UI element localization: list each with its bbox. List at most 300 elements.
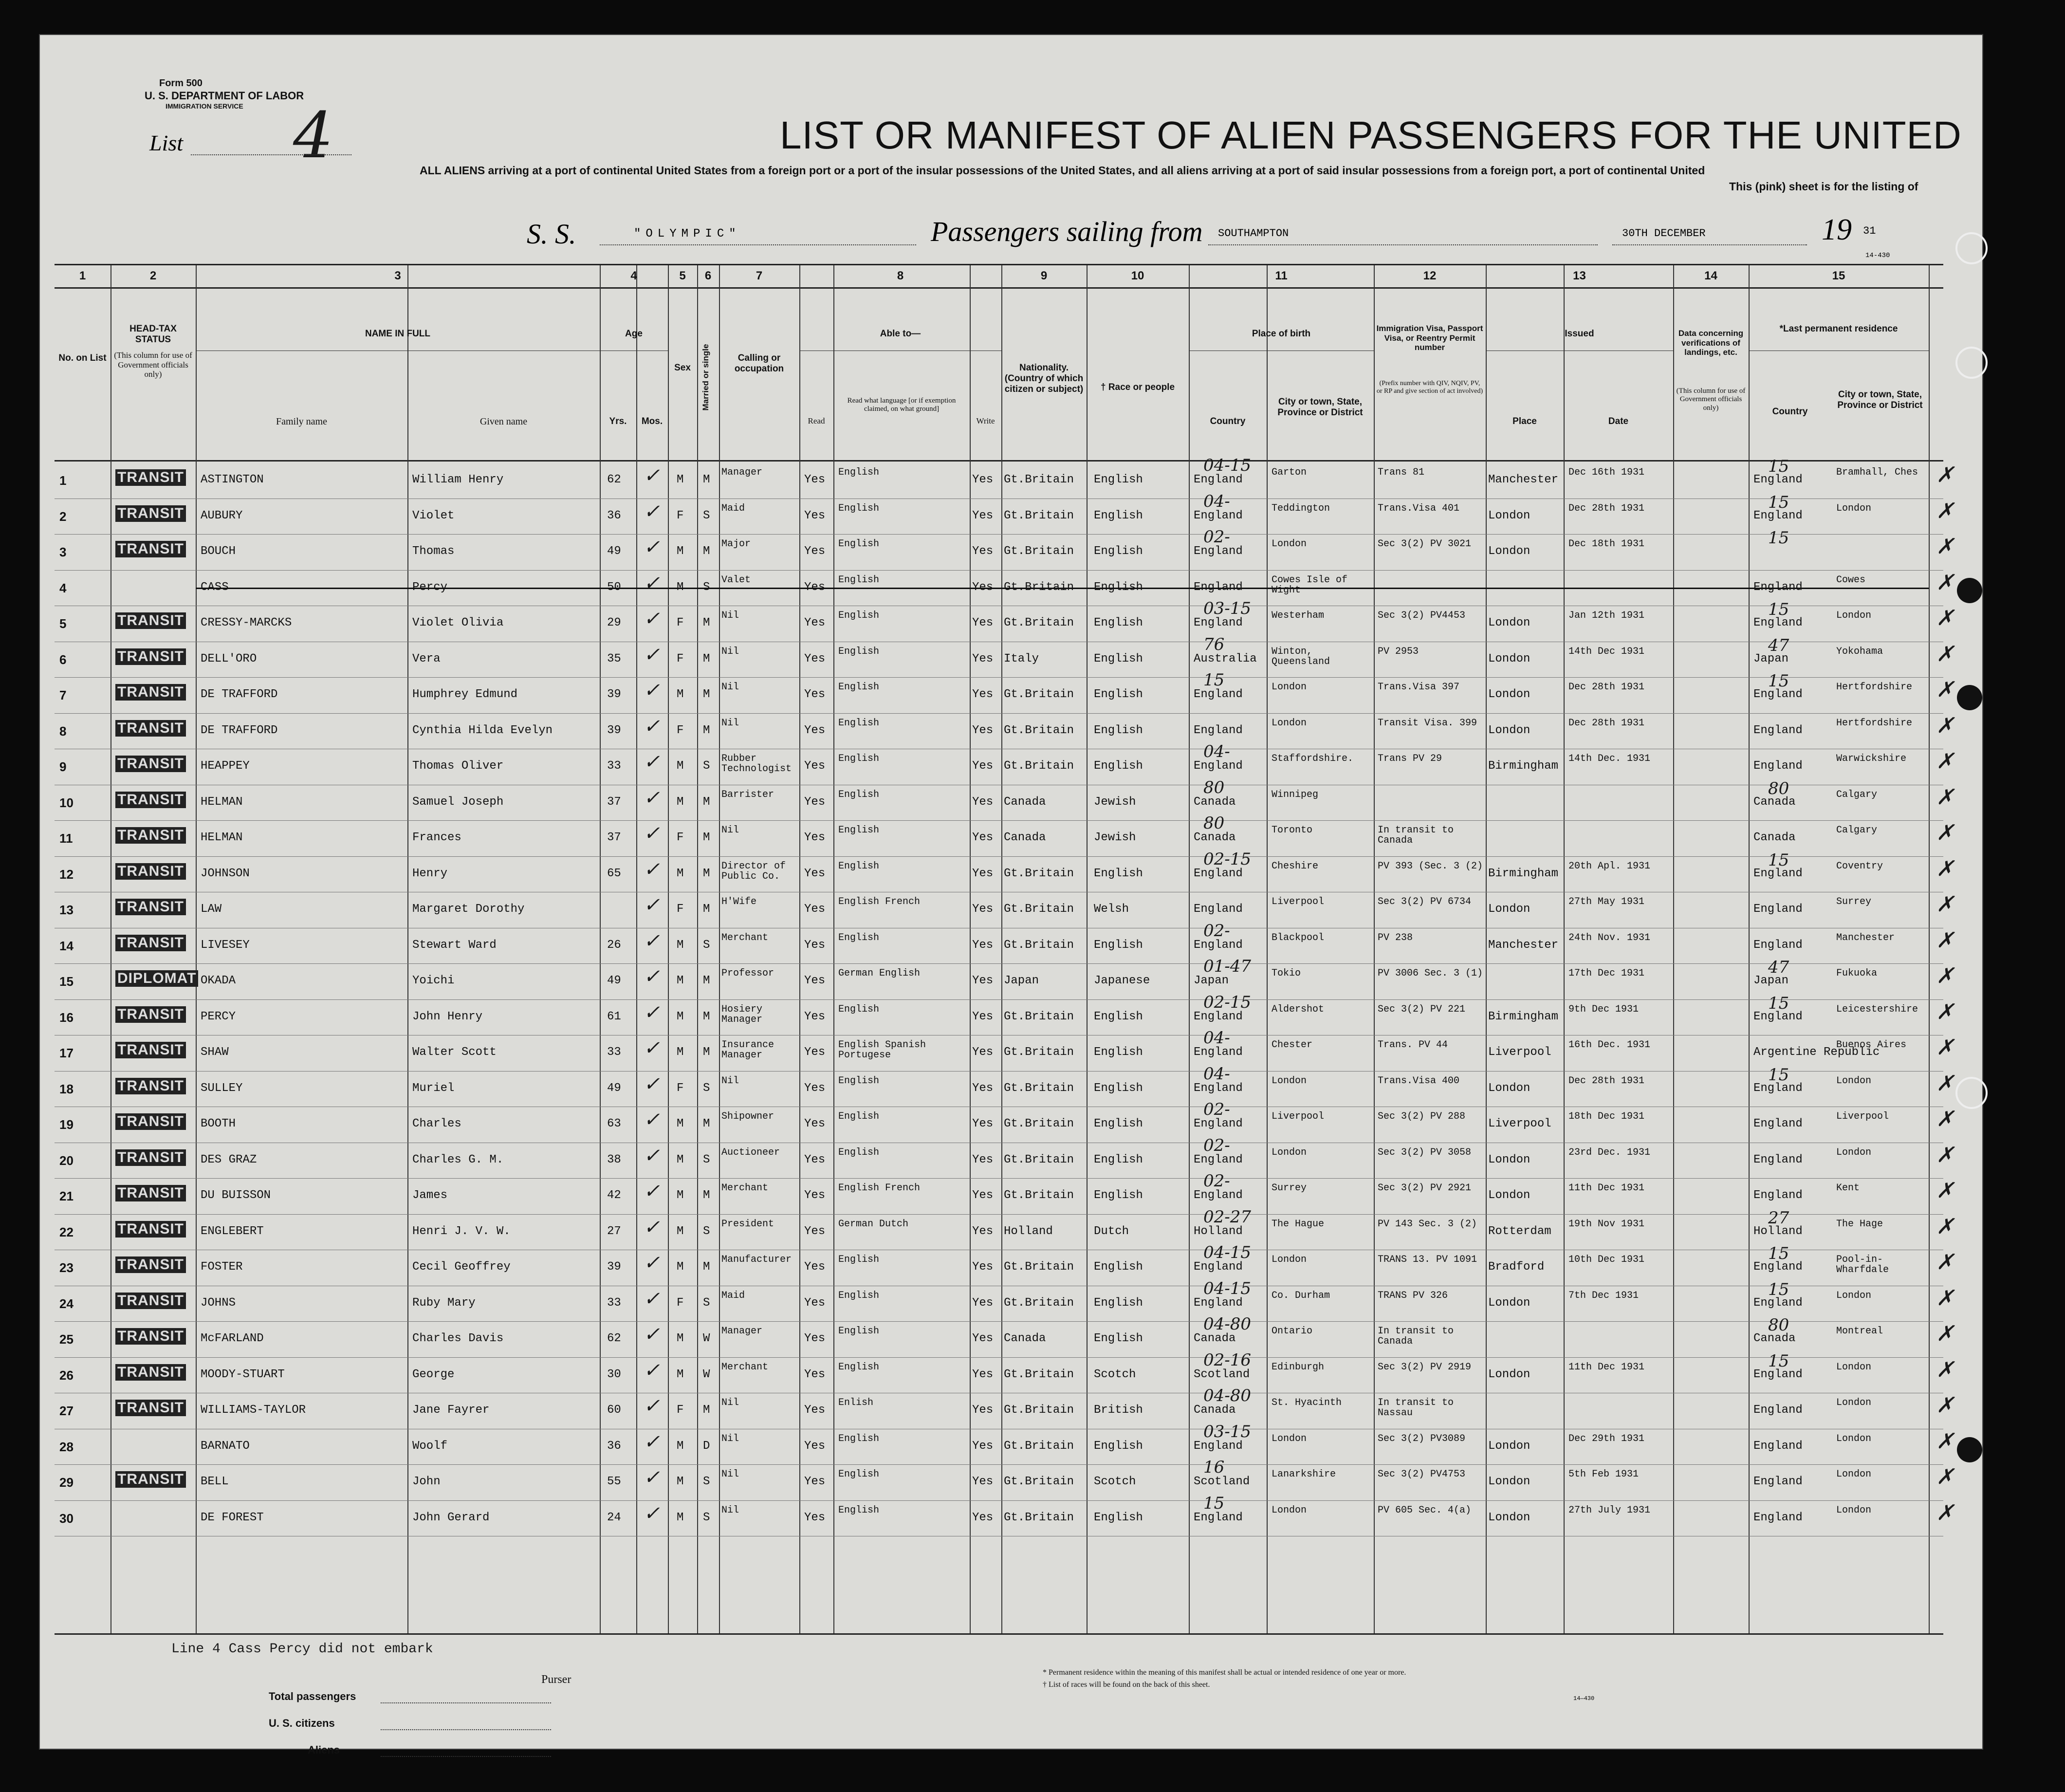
sex: M xyxy=(677,1010,684,1023)
row-number: 27 xyxy=(59,1404,74,1418)
age-years: 24 xyxy=(607,1511,621,1524)
cross-mark-icon: ✗ xyxy=(1936,856,1954,881)
birth-city: The Hague xyxy=(1272,1218,1325,1230)
cross-mark-icon: ✗ xyxy=(1936,1178,1954,1203)
cross-mark-icon: ✗ xyxy=(1936,1428,1954,1454)
footnote-races: † List of races will be found on the back of this sheet. xyxy=(1043,1681,1210,1689)
language: English xyxy=(838,1290,880,1301)
cross-mark-icon: ✗ xyxy=(1936,1500,1954,1525)
race: English xyxy=(1094,759,1143,773)
row-number: 8 xyxy=(59,723,67,739)
birth-country: England xyxy=(1194,1439,1243,1453)
table-bottom-rule xyxy=(55,1633,1943,1635)
check-mark-icon: ✓ xyxy=(644,1216,660,1238)
check-mark-icon: ✓ xyxy=(644,715,660,738)
cross-mark-icon: ✗ xyxy=(1936,1142,1954,1167)
birth-country: England xyxy=(1194,1260,1243,1274)
can-read: Yes xyxy=(804,688,826,701)
language: English xyxy=(838,610,880,621)
check-mark-icon: ✓ xyxy=(644,751,660,773)
can-read: Yes xyxy=(804,580,826,594)
residence-country: England xyxy=(1753,1367,1803,1381)
issued-place: Manchester xyxy=(1488,938,1559,952)
table-row xyxy=(55,1100,1954,1142)
cross-mark-icon: ✗ xyxy=(1936,1285,1954,1311)
language: English xyxy=(838,860,880,872)
nationality: Gt.Britain xyxy=(1004,1153,1074,1166)
language: English xyxy=(838,682,880,693)
occupation: Valet xyxy=(721,574,751,586)
age-years: 38 xyxy=(607,1153,621,1166)
visa-number: In transit to Canada xyxy=(1378,825,1454,846)
family-name: BARNATO xyxy=(201,1439,250,1453)
given-name: Cecil Geoffrey xyxy=(412,1260,511,1274)
issued-place: London xyxy=(1488,688,1530,701)
age-years: 30 xyxy=(607,1367,621,1381)
birth-country: Scotland xyxy=(1194,1367,1250,1381)
birth-city: Winnipeg xyxy=(1272,789,1319,800)
nationality: Gt.Britain xyxy=(1004,723,1074,737)
birth-country: England xyxy=(1194,616,1243,629)
issued-place: Bradford xyxy=(1488,1260,1545,1274)
age-years: 39 xyxy=(607,723,621,737)
residence-country: England xyxy=(1753,1260,1803,1274)
residence-country: Canada xyxy=(1753,831,1796,844)
residence-city: Kent xyxy=(1836,1182,1860,1194)
residence-city: Montreal xyxy=(1836,1326,1883,1337)
header-res-city: City or town, State, Province or District xyxy=(1837,389,1923,410)
occupation: Nil xyxy=(721,1469,739,1480)
birth-country: England xyxy=(1194,1046,1243,1059)
language: English xyxy=(838,1146,880,1158)
table-row xyxy=(55,1422,1954,1464)
issued-place: London xyxy=(1488,1153,1530,1166)
sex: F xyxy=(677,1296,684,1310)
sex: M xyxy=(677,759,684,773)
check-mark-icon: ✓ xyxy=(644,1180,660,1202)
residence-city: Warwickshire xyxy=(1836,753,1907,764)
header-able-to: Able to— xyxy=(880,329,921,339)
can-read: Yes xyxy=(804,1367,826,1381)
can-write: Yes xyxy=(972,1332,994,1345)
residence-country: England xyxy=(1753,1081,1803,1095)
can-write: Yes xyxy=(972,688,994,701)
table-row xyxy=(55,1314,1954,1357)
table-row xyxy=(55,1458,1954,1500)
issued-place: London xyxy=(1488,1475,1530,1488)
row-number: 28 xyxy=(59,1439,74,1454)
marital-status: M xyxy=(703,652,710,665)
occupation: Major xyxy=(721,538,751,550)
occupation: Nil xyxy=(721,646,739,657)
can-read: Yes xyxy=(804,1117,826,1130)
issued-date: 9th Dec 1931 xyxy=(1568,1003,1639,1015)
residence-city: Fukuoka xyxy=(1836,968,1878,979)
can-write: Yes xyxy=(972,652,994,665)
check-mark-icon: ✓ xyxy=(644,679,660,702)
occupation: Barrister xyxy=(721,789,774,800)
row-number: 17 xyxy=(59,1046,74,1060)
family-name: HEAPPEY xyxy=(201,759,250,773)
can-write: Yes xyxy=(972,1117,994,1130)
issued-place: London xyxy=(1488,903,1530,916)
check-mark-icon: ✓ xyxy=(644,786,660,809)
issued-date: 23rd Dec. 1931 xyxy=(1568,1146,1651,1158)
table-row xyxy=(55,813,1954,856)
binder-hole-icon xyxy=(1957,578,1982,603)
sex: F xyxy=(677,1081,684,1095)
birth-country: Japan xyxy=(1194,974,1229,987)
cross-mark-icon: ✗ xyxy=(1936,570,1954,595)
cross-mark-icon: ✗ xyxy=(1936,784,1954,810)
nationality: Italy xyxy=(1004,652,1039,665)
head-tax-stamp: TRANSIT xyxy=(115,541,186,557)
table-row xyxy=(55,713,1954,749)
visa-number: Trans.Visa 397 xyxy=(1378,682,1460,693)
footer-form-code: 14—430 xyxy=(1573,1695,1595,1702)
issued-date: 14th Dec. 1931 xyxy=(1568,753,1651,764)
family-name: DE TRAFFORD xyxy=(201,723,278,737)
footer-dotted-3 xyxy=(381,1756,551,1757)
handwritten-code: 80 xyxy=(1203,777,1225,797)
residence-country: Japan xyxy=(1753,652,1789,665)
birth-country: England xyxy=(1194,1153,1243,1166)
table-row xyxy=(55,921,1954,963)
language: English Spanish Portugese xyxy=(838,1039,926,1061)
check-mark-icon: ✓ xyxy=(644,1323,660,1346)
nationality: Gt.Britain xyxy=(1004,509,1074,522)
birth-country: England xyxy=(1194,723,1243,737)
cross-mark-icon: ✗ xyxy=(1936,1464,1954,1489)
age-years: 49 xyxy=(607,1081,621,1095)
residence-city: Hertfordshire xyxy=(1836,717,1913,729)
issued-place: Birmingham xyxy=(1488,759,1559,773)
nationality: Gt.Britain xyxy=(1004,616,1074,629)
visa-number: Sec 3(2) PV 2921 xyxy=(1378,1182,1472,1194)
column-number: 12 xyxy=(1423,269,1437,282)
residence-city: London xyxy=(1836,1469,1872,1480)
issued-place: Liverpool xyxy=(1488,1117,1551,1130)
table-row xyxy=(55,1493,1954,1536)
residence-country: England xyxy=(1753,903,1803,916)
marital-status: M xyxy=(703,1010,710,1023)
nationality: Gt.Britain xyxy=(1004,545,1074,558)
birth-country: Canada xyxy=(1194,1332,1236,1345)
issued-date: 27th May 1931 xyxy=(1568,896,1645,907)
birth-city: Edinburgh xyxy=(1272,1361,1325,1373)
head-tax-stamp: TRANSIT xyxy=(115,720,186,737)
residence-city: London xyxy=(1836,610,1872,621)
header-place-of-birth: Place of birth xyxy=(1252,329,1311,339)
marital-status: W xyxy=(703,1367,710,1381)
can-read: Yes xyxy=(804,938,826,952)
cross-mark-icon: ✗ xyxy=(1936,1357,1954,1382)
table-row xyxy=(55,849,1954,892)
form-code: 14-430 xyxy=(1865,252,1890,259)
language: English xyxy=(838,574,880,586)
footnote-residence: * Permanent residence within the meaning of this manifest shall be actual or intended residence of one year or more. xyxy=(1043,1668,1406,1677)
given-name: Muriel xyxy=(412,1081,455,1095)
birth-city: London xyxy=(1272,682,1307,693)
check-mark-icon: ✓ xyxy=(644,1502,660,1525)
language: English xyxy=(838,467,880,478)
table-row xyxy=(55,1135,1954,1178)
issued-place: London xyxy=(1488,1511,1530,1524)
marital-status: M xyxy=(703,867,710,880)
birth-city: Co. Durham xyxy=(1272,1290,1330,1301)
check-mark-icon: ✓ xyxy=(644,1108,660,1131)
residence-country: England xyxy=(1753,580,1803,594)
given-name: Cynthia Hilda Evelyn xyxy=(412,723,553,737)
residence-city: Calgary xyxy=(1836,789,1878,800)
header-read: Read xyxy=(808,416,825,425)
nationality: Gt.Britain xyxy=(1004,903,1074,916)
marital-status: M xyxy=(703,616,710,629)
birth-country: England xyxy=(1194,1117,1243,1130)
check-mark-icon: ✓ xyxy=(644,858,660,881)
can-write: Yes xyxy=(972,1511,994,1524)
occupation: Maid xyxy=(721,1290,745,1301)
can-read: Yes xyxy=(804,1010,826,1023)
age-years: 37 xyxy=(607,831,621,844)
language: English xyxy=(838,1433,880,1444)
nationality: Gt.Britain xyxy=(1004,1475,1074,1488)
can-read: Yes xyxy=(804,1153,826,1166)
nationality: Gt.Britain xyxy=(1004,1010,1074,1023)
visa-number: Trans.Visa 401 xyxy=(1378,502,1460,514)
birth-country: England xyxy=(1194,903,1243,916)
row-number: 15 xyxy=(59,974,74,989)
departure-port: SOUTHAMPTON xyxy=(1218,227,1289,240)
residence-city: Hertfordshire xyxy=(1836,682,1913,693)
residence-country: Canada xyxy=(1753,795,1796,809)
table-row xyxy=(55,1064,1954,1107)
race: English xyxy=(1094,1260,1143,1274)
sex: M xyxy=(677,1046,684,1059)
handwritten-res-code: 47 xyxy=(1768,635,1789,655)
issued-date: 18th Dec 1931 xyxy=(1568,1111,1645,1122)
can-read: Yes xyxy=(804,1475,826,1488)
age-years: 65 xyxy=(607,867,621,880)
year-suffix: 31 xyxy=(1863,225,1876,237)
age-years: 42 xyxy=(607,1189,621,1202)
issued-date: 16th Dec. 1931 xyxy=(1568,1039,1651,1051)
cross-mark-icon: ✗ xyxy=(1936,534,1954,559)
nationality: Gt.Britain xyxy=(1004,1404,1074,1417)
sex: F xyxy=(677,652,684,665)
can-write: Yes xyxy=(972,974,994,987)
header-age: Age xyxy=(625,329,643,339)
marital-status: S xyxy=(703,1296,710,1310)
table-row xyxy=(55,777,1954,820)
handwritten-code: 02- xyxy=(1203,527,1230,547)
handwritten-code: 02-15 xyxy=(1203,992,1252,1012)
birth-city: Lanarkshire xyxy=(1272,1469,1336,1480)
sex: F xyxy=(677,616,684,629)
table-row xyxy=(55,1243,1954,1285)
sex: M xyxy=(677,1224,684,1238)
race: Jewish xyxy=(1094,831,1136,844)
family-name: LAW xyxy=(201,903,222,916)
head-tax-stamp: TRANSIT xyxy=(115,1364,186,1381)
cross-mark-icon: ✗ xyxy=(1936,606,1954,630)
row-number: 19 xyxy=(59,1117,74,1132)
head-tax-stamp: TRANSIT xyxy=(115,1042,186,1058)
given-name: Margaret Dorothy xyxy=(412,903,525,916)
birth-city: Winton, Queensland xyxy=(1272,646,1330,667)
row-number: 12 xyxy=(59,867,74,882)
residence-city: London xyxy=(1836,1290,1872,1301)
family-name: MOODY-STUART xyxy=(201,1367,285,1381)
given-name: Ruby Mary xyxy=(412,1296,476,1310)
can-read: Yes xyxy=(804,903,826,916)
given-name: Thomas xyxy=(412,545,455,558)
binder-hole-icon xyxy=(1955,232,1988,264)
visa-number: Sec 3(2) PV 221 xyxy=(1378,1003,1466,1015)
handwritten-code: 04-15 xyxy=(1203,456,1252,475)
language: German Dutch xyxy=(838,1218,909,1230)
check-mark-icon: ✓ xyxy=(644,608,660,630)
header-issued: Issued xyxy=(1565,329,1594,339)
can-read: Yes xyxy=(804,831,826,844)
nationality: Gt.Britain xyxy=(1004,1081,1074,1095)
occupation: Nil xyxy=(721,610,739,621)
occupation: Nil xyxy=(721,825,739,836)
nationality: Gt.Britain xyxy=(1004,1260,1074,1274)
row-number: 2 xyxy=(59,509,67,524)
can-read: Yes xyxy=(804,1332,826,1345)
sex: F xyxy=(677,723,684,737)
issued-place: Birmingham xyxy=(1488,867,1559,880)
issued-date: Dec 28th 1931 xyxy=(1568,717,1645,729)
sex: M xyxy=(677,1117,684,1130)
cross-mark-icon: ✗ xyxy=(1936,963,1954,988)
visa-number: Sec 3(2) PV 3021 xyxy=(1378,538,1472,550)
head-tax-stamp: TRANSIT xyxy=(115,935,186,951)
race: English xyxy=(1094,580,1143,594)
row-number: 24 xyxy=(59,1296,74,1311)
handwritten-code: 04-80 xyxy=(1203,1386,1252,1405)
birth-country: England xyxy=(1194,473,1243,486)
age-years: 29 xyxy=(607,616,621,629)
sailing-label: Passengers sailing from xyxy=(931,216,1203,247)
issued-date: 11th Dec 1931 xyxy=(1568,1182,1645,1194)
header-verification: Data concerning verifications of landings, etc. xyxy=(1678,329,1744,357)
us-citizens-label: U. S. citizens xyxy=(269,1717,335,1729)
birth-country: Canada xyxy=(1194,831,1236,844)
row-number: 14 xyxy=(59,938,74,953)
nationality: Gt.Britain xyxy=(1004,938,1074,952)
can-read: Yes xyxy=(804,1189,826,1202)
column-number: 6 xyxy=(704,269,712,282)
can-read: Yes xyxy=(804,1081,826,1095)
issued-place: London xyxy=(1488,1439,1530,1453)
check-mark-icon: ✓ xyxy=(644,1466,660,1489)
residence-country: England xyxy=(1753,1189,1803,1202)
row-number: 3 xyxy=(59,545,67,559)
family-name: DU BUISSON xyxy=(201,1189,271,1202)
age-years: 35 xyxy=(607,652,621,665)
visa-number: PV 238 xyxy=(1378,932,1413,943)
cross-mark-icon: ✗ xyxy=(1936,462,1954,487)
nationality: Gt.Britain xyxy=(1004,867,1074,880)
language: English French xyxy=(838,896,921,907)
age-years: 36 xyxy=(607,1439,621,1453)
list-number: 4 xyxy=(293,98,333,172)
row-number: 7 xyxy=(59,688,67,702)
sex: M xyxy=(677,938,684,952)
marital-status: S xyxy=(703,1153,710,1166)
nationality: Gt.Britain xyxy=(1004,1511,1074,1524)
issued-date: 27th July 1931 xyxy=(1568,1504,1651,1516)
nationality: Gt.Britain xyxy=(1004,688,1074,701)
visa-number: In transit to Canada xyxy=(1378,1326,1454,1347)
header-nationality: Nationality. (Country of which citizen or subject) xyxy=(1004,363,1084,394)
occupation: Director of Public Co. xyxy=(721,860,786,882)
sex: M xyxy=(677,1332,684,1345)
birth-country: England xyxy=(1194,1189,1243,1202)
handwritten-code: 01-47 xyxy=(1203,957,1252,976)
residence-country: Holland xyxy=(1753,1224,1803,1238)
age-years: 60 xyxy=(607,1404,621,1417)
issued-place: Manchester xyxy=(1488,473,1559,486)
nationality: Gt.Britain xyxy=(1004,473,1074,486)
race: English xyxy=(1094,867,1143,880)
race: English xyxy=(1094,545,1143,558)
can-write: Yes xyxy=(972,1224,994,1238)
table-row xyxy=(55,456,1954,498)
residence-country: England xyxy=(1753,509,1803,522)
handwritten-res-code: 15 xyxy=(1768,492,1789,512)
family-name: PERCY xyxy=(201,1010,236,1023)
handwritten-code: 15 xyxy=(1203,670,1225,690)
cross-mark-icon: ✗ xyxy=(1936,1071,1954,1096)
family-name: HELMAN xyxy=(201,795,243,809)
language: English xyxy=(838,1254,880,1265)
handwritten-res-code: 15 xyxy=(1768,1244,1789,1263)
given-name: Thomas Oliver xyxy=(412,759,504,773)
birth-city: Surrey xyxy=(1272,1182,1307,1194)
race: Welsh xyxy=(1094,903,1129,916)
can-write: Yes xyxy=(972,545,994,558)
occupation: Nil xyxy=(721,1433,739,1444)
handwritten-res-code: 47 xyxy=(1768,958,1789,977)
issued-date: Dec 16th 1931 xyxy=(1568,467,1645,478)
given-name: Percy xyxy=(412,580,448,594)
column-number: 2 xyxy=(149,269,157,282)
residence-city: London xyxy=(1836,1397,1872,1408)
marital-status: M xyxy=(703,974,710,987)
given-name: Samuel Joseph xyxy=(412,795,504,809)
issued-place: London xyxy=(1488,509,1530,522)
can-read: Yes xyxy=(804,1046,826,1059)
can-read: Yes xyxy=(804,652,826,665)
header-given-name: Given name xyxy=(479,416,528,427)
handwritten-res-code: 15 xyxy=(1768,1065,1789,1085)
visa-number: PV 143 Sec. 3 (2) xyxy=(1378,1218,1477,1230)
race: Dutch xyxy=(1094,1224,1129,1238)
can-write: Yes xyxy=(972,938,994,952)
header-read-language: Read what language [or if exemption claimed, on what ground] xyxy=(847,397,956,413)
family-name: FOSTER xyxy=(201,1260,243,1274)
birth-city: London xyxy=(1272,1254,1307,1265)
header-issued-date: Date xyxy=(1608,416,1629,426)
family-name: ASTINGTON xyxy=(201,473,264,486)
race: English xyxy=(1094,1296,1143,1310)
race: English xyxy=(1094,1081,1143,1095)
handwritten-code: 02- xyxy=(1203,1100,1230,1119)
issued-date: Dec 18th 1931 xyxy=(1568,538,1645,550)
